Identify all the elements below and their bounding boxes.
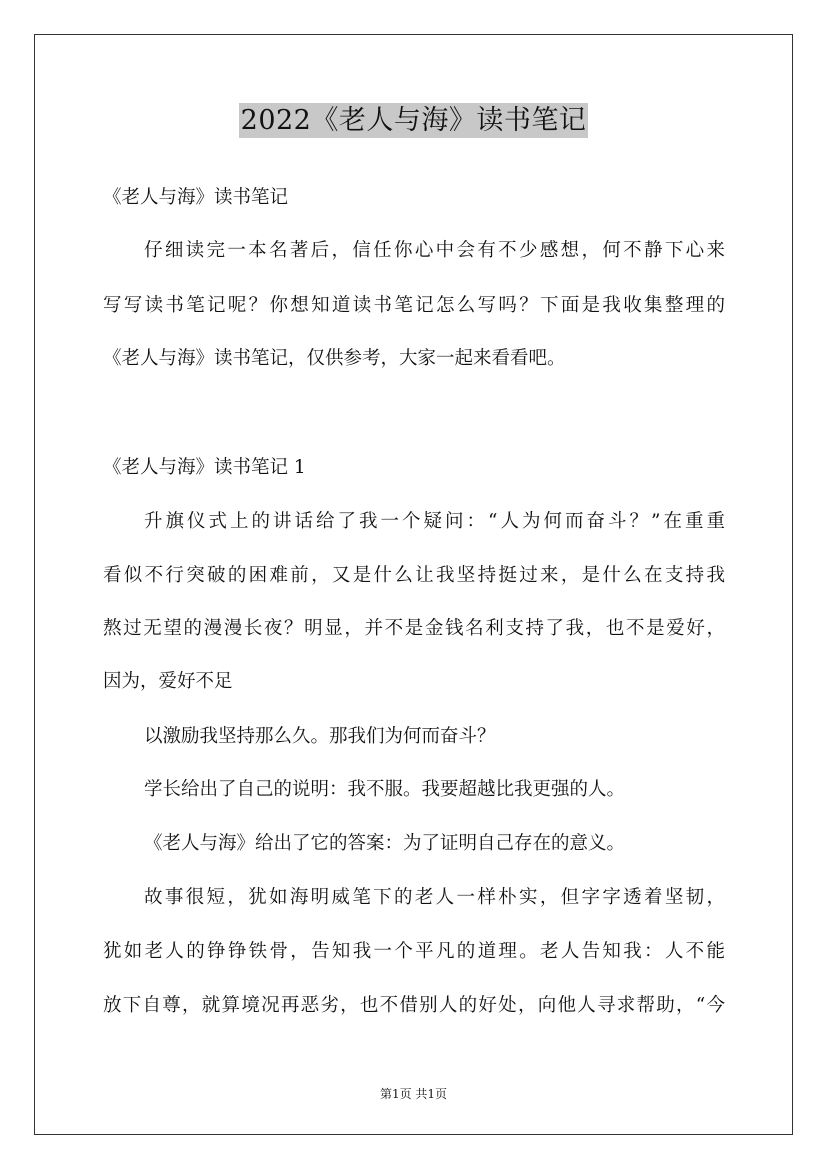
section1-line-3: 熬过无望的漫漫长夜？明显，并不是金钱名利支持了我，也不是爱好， (103, 618, 725, 639)
section1-line-5: 以激励我坚持那么久。那我们为何而奋斗？ (144, 726, 496, 747)
document-title-wrap (0, 98, 827, 137)
page-footer: 第1页 共1页 (379, 1087, 448, 1101)
section1-line-1: 升旗仪式上的讲话给了我一个疑问：“人为何而奋斗？”在重重 (144, 511, 725, 532)
intro-line-2: 写写读书笔记呢？你想知道读书笔记怎么写吗？下面是我收集整理的 (103, 295, 725, 316)
section1-line-6: 学长给出了自己的说明：我不服。我要超越比我更强的人。 (144, 779, 626, 800)
section1-line-2: 看似不行突破的困难前，又是什么让我坚持挺过来，是什么在支持我 (103, 565, 725, 586)
section1-heading: 《老人与海》读书笔记 1 (103, 457, 306, 478)
document-title: 2022《老人与海》读书笔记 (240, 105, 587, 136)
intro-line-3: 《老人与海》读书笔记，仅供参考，大家一起来看看吧。 (103, 348, 566, 369)
section1-line-10: 放下自尊，就算境况再恶劣，也不借别人的好处，向他人寻求帮助，“今 (103, 995, 725, 1016)
section1-line-9: 犹如老人的铮铮铁骨，告知我一个平凡的道理。老人告知我：人不能 (103, 941, 725, 962)
document-heading: 《老人与海》读书笔记 (103, 187, 289, 208)
section1-line-4: 因为，爱好不足 (103, 671, 233, 692)
section1-line-7: 《老人与海》给出了它的答案：为了证明自己存在的意义。 (144, 833, 626, 854)
section1-line-8: 故事很短，犹如海明威笔下的老人一样朴实，但字字透着坚韧， (144, 887, 725, 908)
intro-line-1: 仔细读完一本名著后，信任你心中会有不少感想，何不静下心来 (144, 240, 725, 261)
